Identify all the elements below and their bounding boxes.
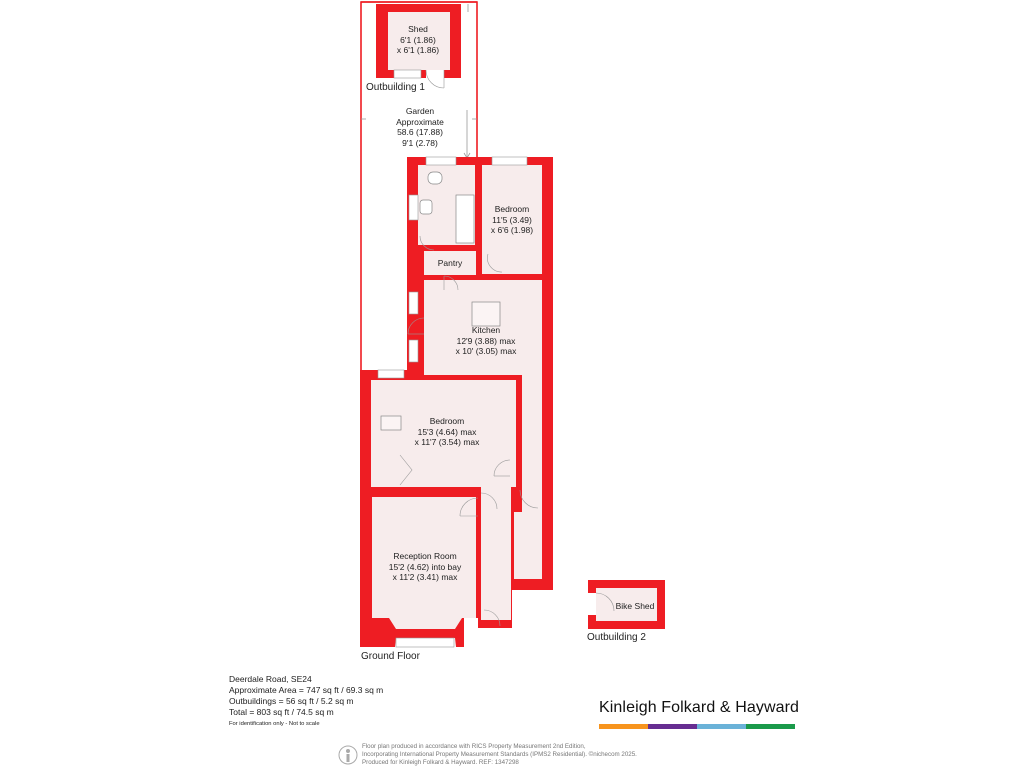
ground-floor-caption: Ground Floor — [361, 651, 420, 662]
rear-bedroom-dim2: x 6'6 (1.98) — [490, 225, 534, 235]
identification-note: For identification only - Not to scale — [229, 721, 320, 727]
kitchen-dim2: x 10' (3.05) max — [455, 346, 517, 356]
brand-stripe-blue — [697, 724, 746, 729]
kitchen-label — [446, 325, 526, 357]
rear-bedroom-label — [482, 204, 542, 236]
shed-name: Shed — [408, 24, 428, 34]
rear-bedroom-name: Bedroom — [494, 204, 530, 214]
agent-brand-name: Kinleigh Folkard & Hayward — [599, 699, 800, 716]
middle-bedroom-dim1: 15'3 (4.64) max — [417, 426, 477, 437]
outbuilding-2-caption: Outbuilding 2 — [587, 632, 646, 643]
reception-dim2: x 11'2 (3.41) max — [392, 572, 458, 582]
legal-notice — [362, 743, 637, 768]
outbuildings-area: Outbuildings = 56 sq ft / 5.2 sq m — [229, 696, 354, 706]
middle-bedroom-name: Bedroom — [429, 416, 465, 426]
bike-shed-name: Bike Shed — [615, 601, 655, 611]
pantry-label — [426, 258, 474, 269]
rear-bedroom-dim1: 11'5 (3.49) — [492, 214, 532, 225]
total-area: Total = 803 sq ft / 74.5 sq m — [229, 707, 334, 717]
nichecom-logo-icon — [338, 744, 358, 766]
outbuilding-1-caption: Outbuilding 1 — [366, 82, 425, 93]
legal-line-2: Incorporating International Property Measurement Standards (IPMS2 Residential). ©nichecom 2025. — [362, 751, 637, 759]
shed-dim1: 6'1 (1.86) — [400, 34, 436, 45]
kitchen-name: Kitchen — [471, 325, 501, 335]
reception-dim1: 15'2 (4.62) into bay — [388, 561, 462, 572]
garden-dim2: 9'1 (2.78) — [402, 137, 438, 148]
garden-line2: Approximate — [396, 116, 444, 127]
bike-shed-label — [610, 601, 660, 612]
middle-bedroom-dim2: x 11'7 (3.54) max — [414, 437, 480, 447]
brand-stripe-purple — [648, 724, 697, 729]
kitchen-dim1: 12'9 (3.88) max — [456, 335, 516, 346]
garden-name: Garden — [405, 106, 435, 116]
legal-line-1: Floor plan produced in accordance with RICS Property Measurement 2nd Edition, — [362, 743, 586, 750]
reception-name: Reception Room — [393, 551, 457, 561]
reception-label — [381, 551, 469, 583]
pantry-name: Pantry — [437, 258, 463, 268]
address: Deerdale Road, SE24 — [229, 674, 312, 684]
approximate-area: Approximate Area = 747 sq ft / 69.3 sq m — [229, 685, 384, 695]
shed-dim2: x 6'1 (1.86) — [396, 45, 440, 55]
shed-label — [383, 24, 453, 56]
middle-bedroom-label — [402, 416, 492, 448]
property-summary — [229, 674, 383, 730]
garden-dim1: 58.6 (17.88) — [397, 127, 443, 137]
legal-line-3: Produced for Kinleigh Folkard & Hayward. REF: 1347298 — [362, 759, 519, 767]
brand-stripe-green — [746, 724, 795, 729]
garden-label — [380, 106, 460, 148]
brand-stripe-orange — [599, 724, 648, 729]
